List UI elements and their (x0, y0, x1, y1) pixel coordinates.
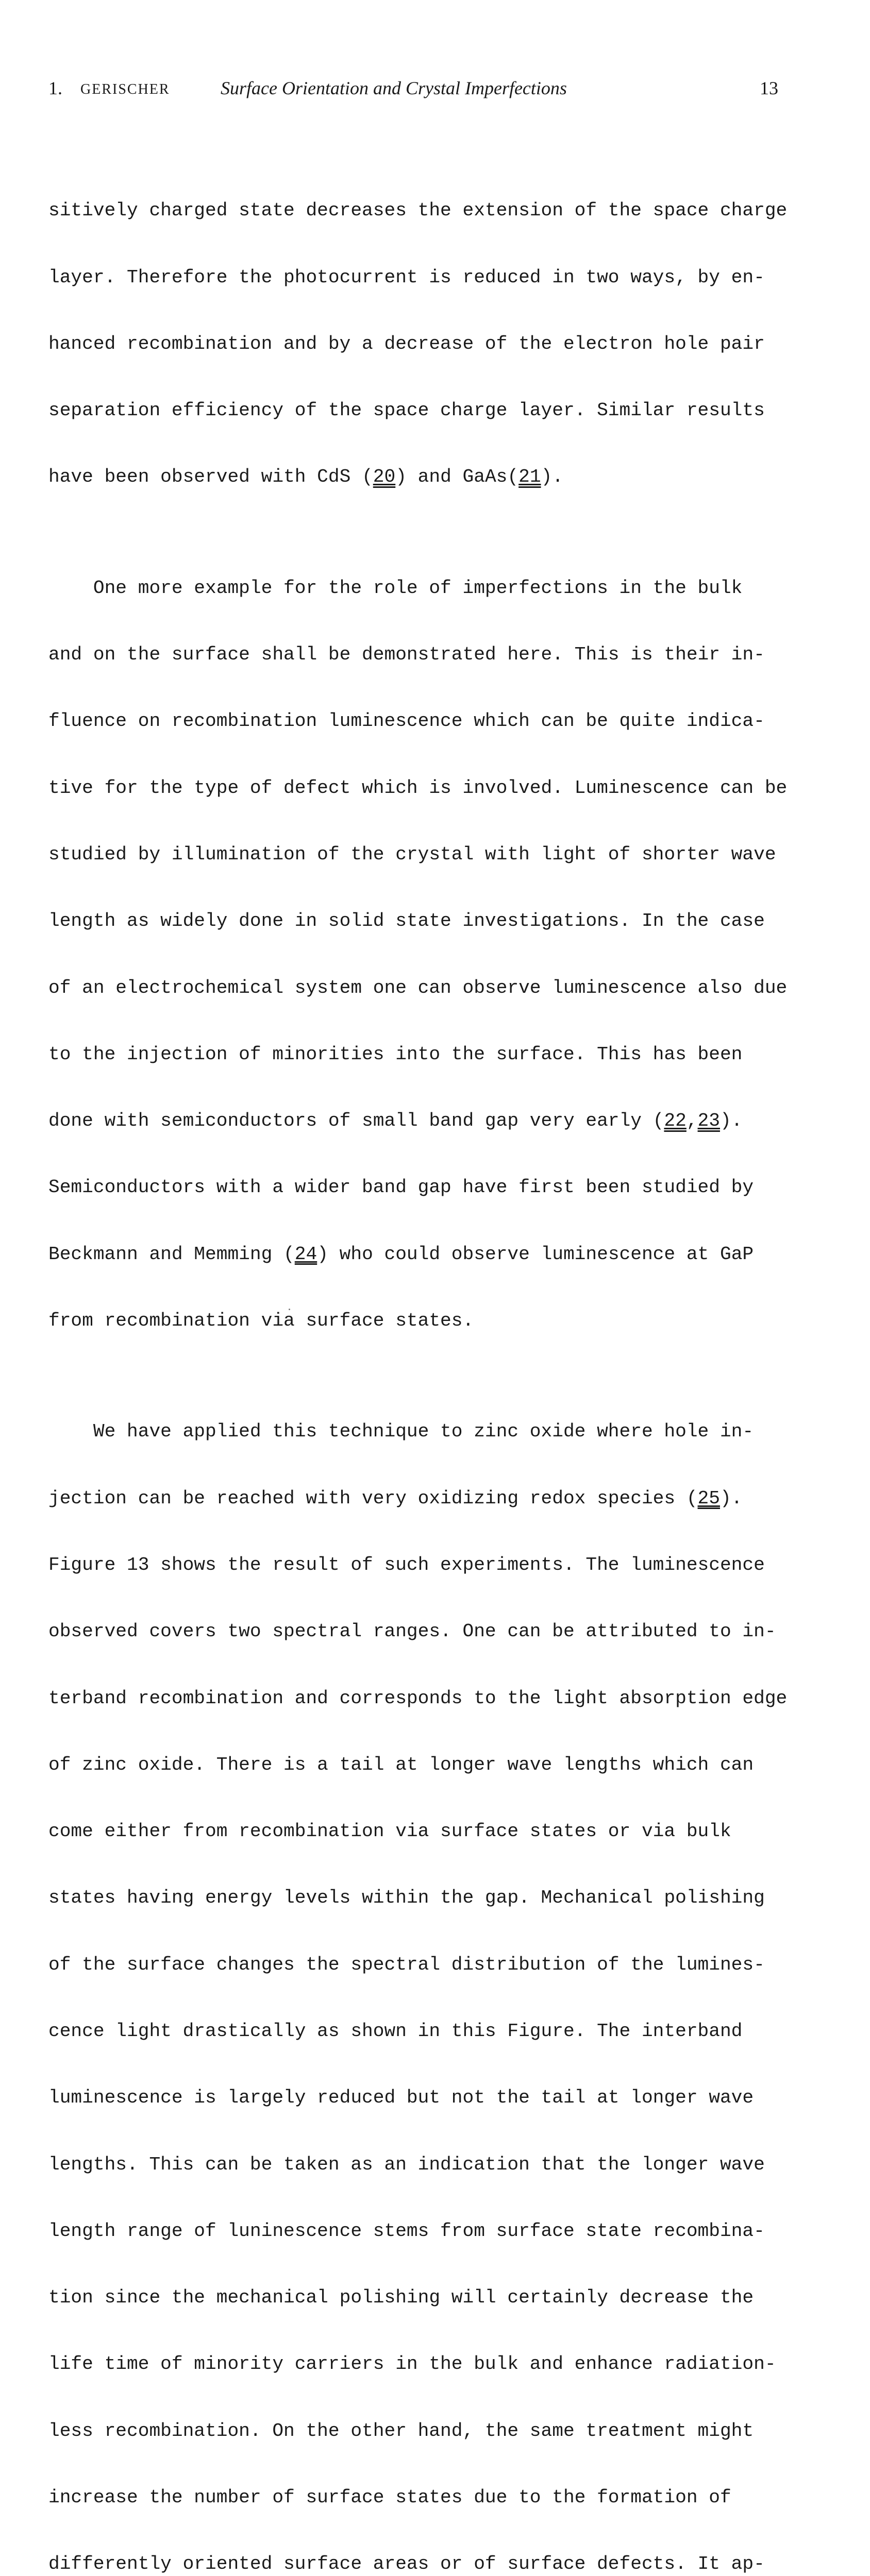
text-line: come either from recombination via surface states or via bulk (48, 1821, 731, 1842)
citation-ref: 23 (697, 1110, 720, 1132)
text-line: tion since the mechanical polishing will certainly decrease the (48, 2287, 754, 2309)
text-line: length as widely done in solid state investigations. In the case (48, 910, 765, 932)
citation-ref: 22 (664, 1110, 687, 1132)
text-line: cence light drastically as shown in this Figure. The interband (48, 2020, 743, 2042)
running-title: Surface Orientation and Crystal Imperfections (221, 78, 567, 98)
text-line: sitively charged state decreases the extension of the space charge (48, 200, 788, 222)
running-author: GERISCHER (80, 81, 170, 97)
text-line: length range of luninescence stems from surface state recombina- (48, 2220, 765, 2242)
text-line: observed covers two spectral ranges. One can be attributed to in- (48, 1621, 776, 1642)
text-fragment: have been observed with CdS (48, 466, 362, 488)
text-fragment: and GaAs (406, 466, 508, 488)
text-line (48, 1243, 791, 1265)
text-line: have been observed with CdS (20) and GaAs(21). (48, 466, 563, 488)
text-line: luminescence is largely reduced but not the tail at longer wave (48, 2087, 754, 2109)
chapter-number: 1. (48, 78, 62, 98)
text-line: to the injection of minorities into the surface. This has been (48, 1043, 743, 1065)
text-line: life time of minority carriers in the bulk and enhance radiation- (48, 2353, 776, 2375)
text-line (48, 1110, 791, 1132)
page-number: 13 (760, 78, 778, 98)
text-line: hanced recombination and by a decrease of the electron hole pair (48, 333, 765, 354)
text-line: differently oriented surface areas or of surface defects. It ap- (48, 2553, 765, 2575)
text-fragment: ( (507, 466, 519, 488)
text-fragment: ) who could observe luminescence at GaP (317, 1243, 754, 1265)
text-line: increase the number of surface states due to the formation of (48, 2486, 731, 2508)
text-line: studied by illumination of the crystal with light of shorter wave (48, 844, 776, 865)
citation-ref: 21 (518, 466, 541, 488)
body-text (48, 133, 791, 2576)
text-line: fluence on recombination luminescence which can be quite indica- (48, 710, 765, 732)
text-line: Semiconductors with a wider band gap have first been studied by (48, 1177, 754, 1198)
text-line: of the surface changes the spectral distribution of the lumines- (48, 1954, 765, 1975)
text-fragment: ). (541, 466, 563, 488)
text-line: tive for the type of defect which is involved. Luminescence can be (48, 777, 788, 799)
running-header (48, 77, 778, 108)
text-line: from recombination via surface states. (48, 1310, 474, 1331)
text-fragment: jection can be reached with very oxidizing redox species ( (48, 1487, 698, 1509)
text-line: less recombination. On the other hand, the same treatment might (48, 2420, 754, 2442)
citation-ref: 25 (697, 1487, 720, 1509)
citation-ref: 20 (373, 466, 396, 488)
text-fragment: ). (720, 1110, 743, 1132)
text-fragment: ( (362, 466, 373, 488)
text-fragment: ). (720, 1487, 743, 1509)
text-line: of zinc oxide. There is a tail at longer wave lengths which can (48, 1754, 754, 1775)
stray-mark (289, 1309, 290, 1310)
text-line: layer. Therefore the photocurrent is reduced in two ways, by en- (48, 266, 765, 288)
citation-ref: 24 (294, 1243, 317, 1265)
text-fragment: done with semiconductors of small band gap very early ( (48, 1110, 664, 1132)
text-line: of an electrochemical system one can observe luminescence also due (48, 977, 788, 998)
text-line: terband recombination and corresponds to the light absorption edge (48, 1687, 788, 1709)
text-line (48, 1487, 791, 1510)
text-line: and on the surface shall be demonstrated here. This is their in- (48, 644, 765, 666)
text-fragment: , (686, 1110, 698, 1132)
text-fragment: Beckmann and Memming ( (48, 1243, 295, 1265)
text-line: One more example for the role of imperfections in the bulk (48, 577, 743, 599)
text-line: states having energy levels within the gap. Mechanical polishing (48, 1887, 765, 1909)
text-line: We have applied this technique to zinc oxide where hole in- (48, 1421, 754, 1443)
text-line: lengths. This can be taken as an indication that the longer wave (48, 2154, 765, 2175)
text-line: Figure 13 shows the result of such experiments. The luminescence (48, 1554, 765, 1575)
text-line: separation efficiency of the space charge layer. Similar results (48, 400, 765, 421)
